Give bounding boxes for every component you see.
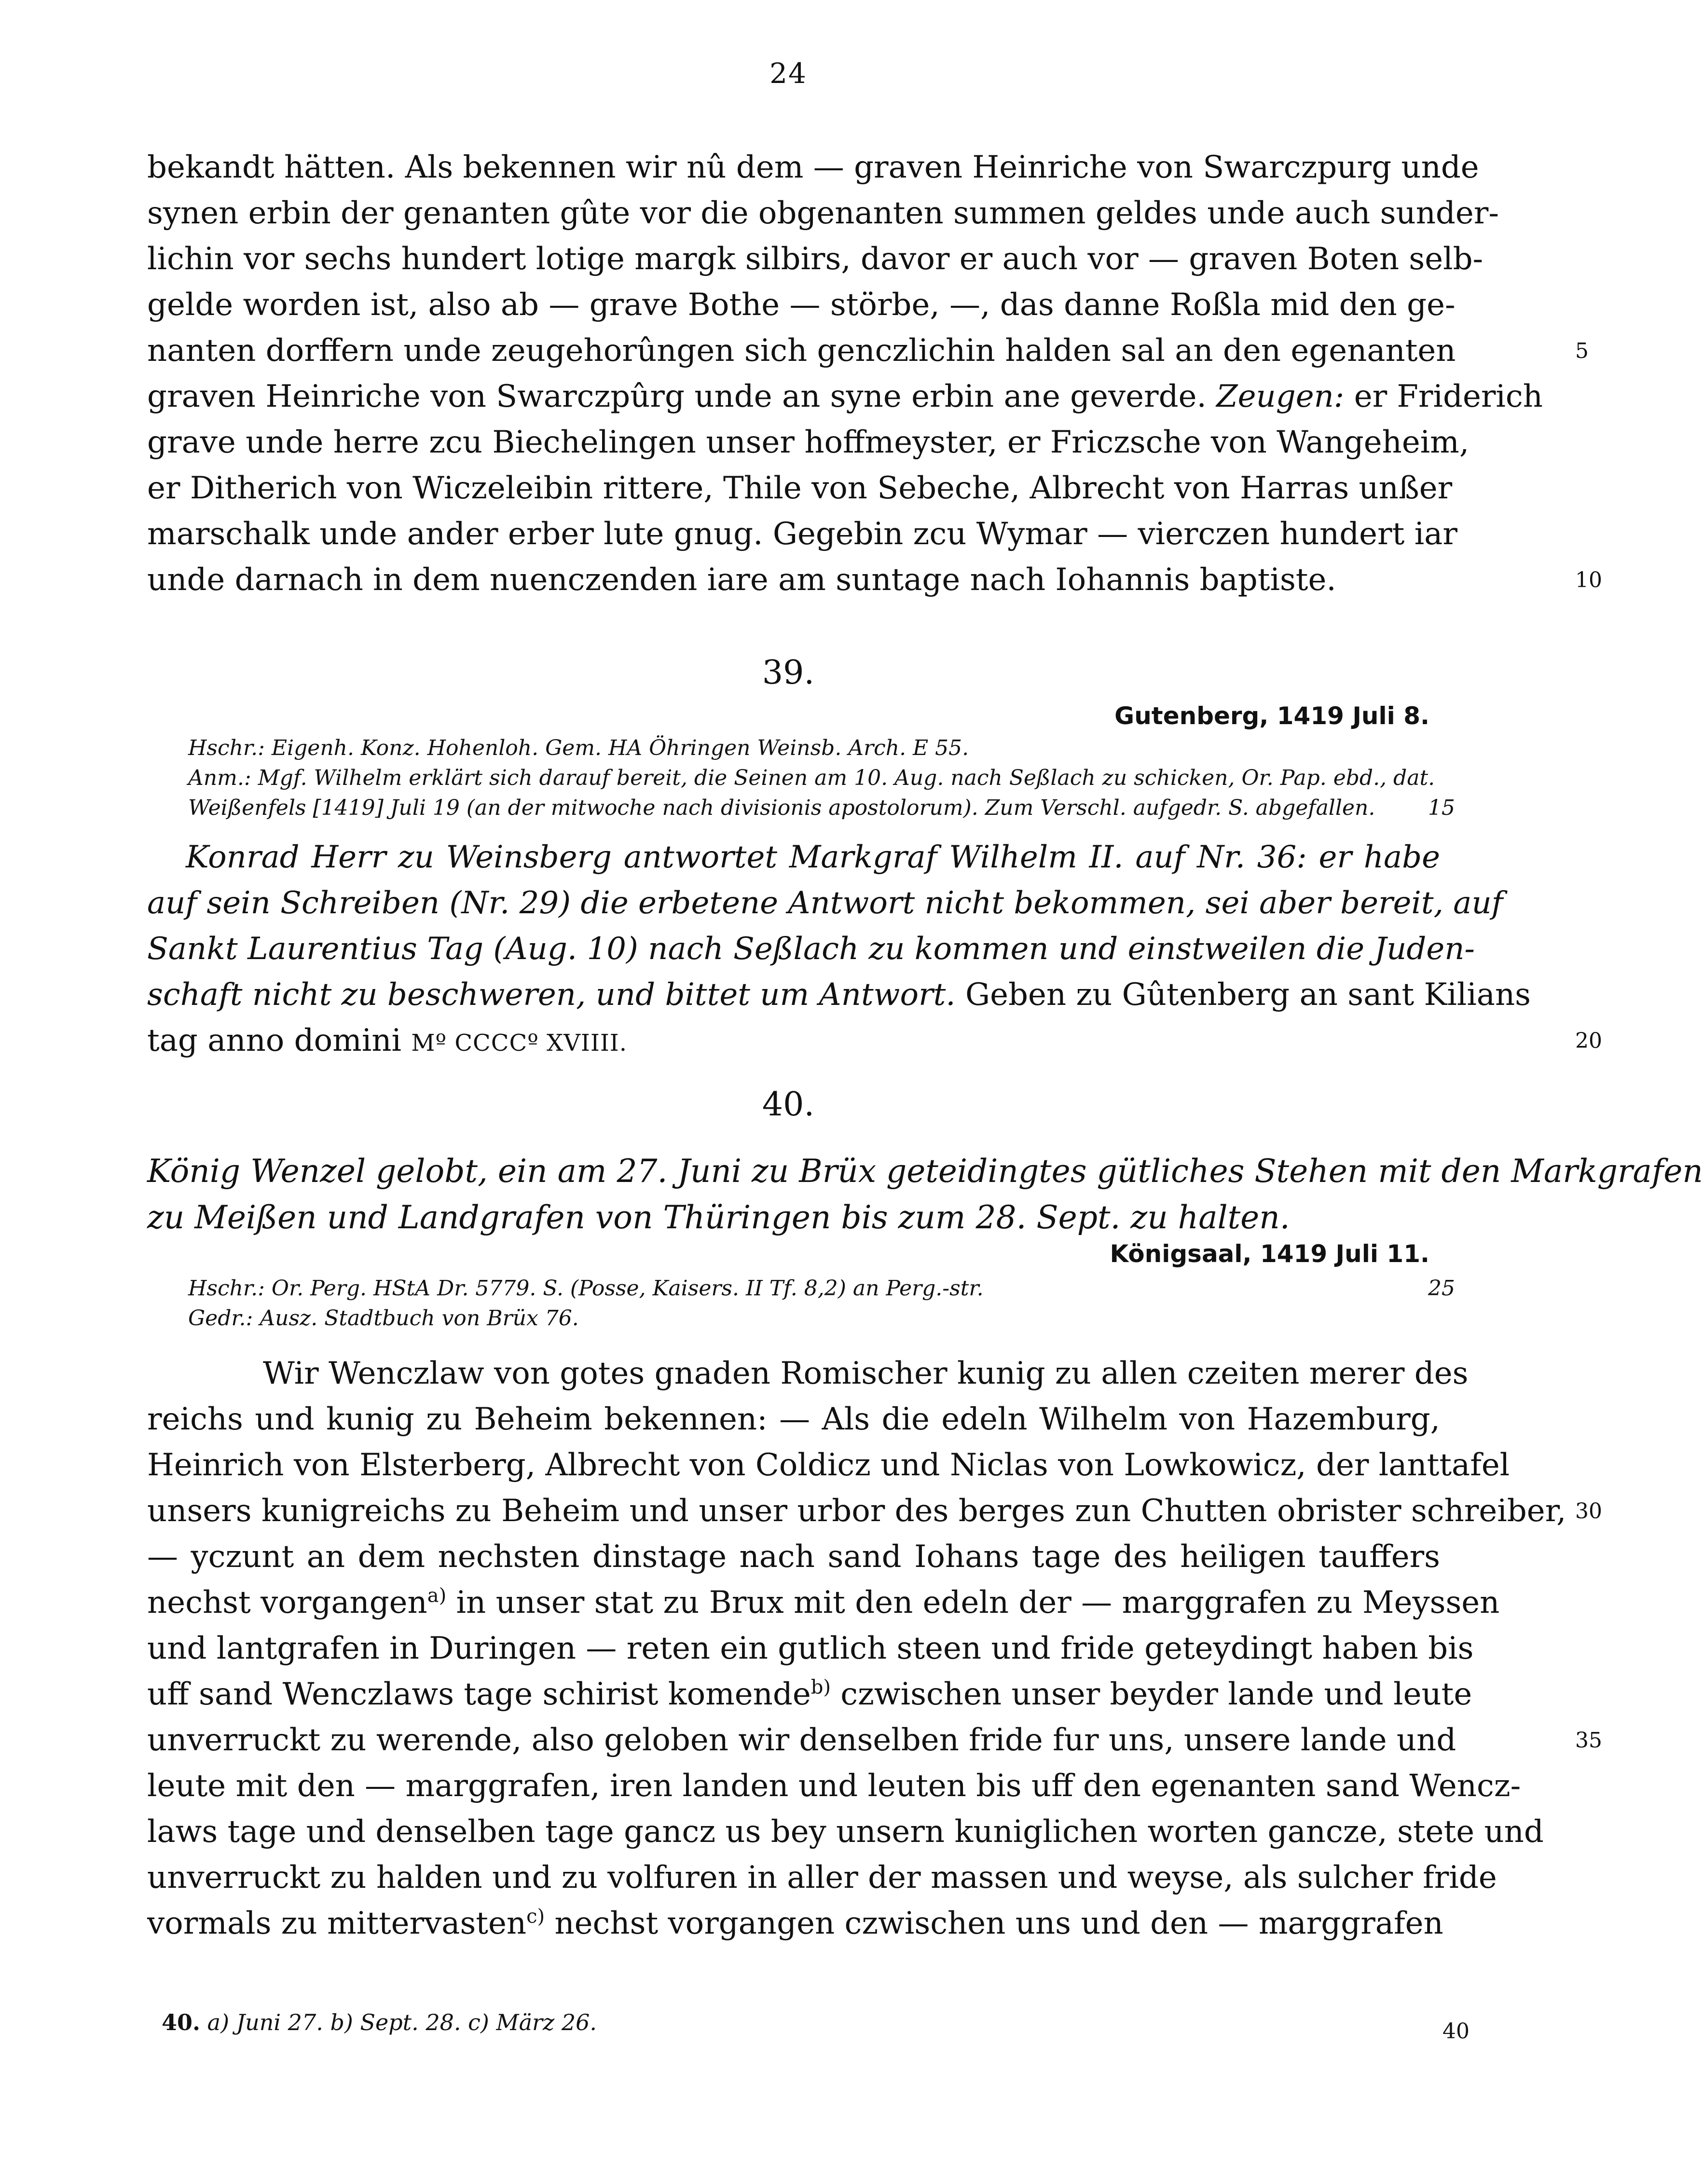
text-line: nanten dorffern unde zeugehorûngen sich genczlichin halden sal an den egenanten 5 [147, 328, 1440, 374]
line-number: 15 [1428, 796, 1455, 820]
text-line: bekandt hätten. Als bekennen wir nû dem — graven Heinriche von Swarczpurg unde [147, 150, 1479, 185]
text-line: synen erbin der genanten gûte vor die obgenanten summen geldes unde auch sunder- [147, 195, 1499, 231]
line-number: 30 [1575, 1499, 1602, 1524]
continued-paragraph [147, 145, 1602, 603]
text-line: vormals zu mittervasten$^{c)}$ nechst vorgangen czwischen uns und den — marggrafen [147, 1905, 1443, 1941]
text-line: tag anno domini Mº CCCCº XVIIII. 20 [147, 1018, 1440, 1064]
text-line: er Ditherich von Wiczeleibin rittere, Thile von Sebeche, Albrecht von Harras unßer [147, 470, 1453, 506]
regest-line: zu Meißen und Landgrafen von Thüringen bis zum 28. Sept. zu halten. [147, 1199, 1290, 1236]
note-line: Hschr.: Or. Perg. HStA Dr. 5779. S. (Posse, Kaisers. II Tf. 8,2) an Perg.-str. 25 [188, 1274, 1442, 1304]
line-number: 10 [1575, 568, 1602, 592]
place-date-40: Königsaal, 1419 Juli 11. [1110, 1240, 1429, 1268]
text-line: Konrad Herr zu Weinsberg antwortet Markgraf Wilhelm II. auf Nr. 36: er habe [186, 839, 1440, 875]
footnotes [162, 2009, 597, 2035]
text-line: unsers kunigreichs zu Beheim und unser urbor des berges zun Chutten obrister schreiber, 30 [147, 1488, 1440, 1534]
document-number-40: 40. [762, 1085, 815, 1124]
text-line: uff sand Wenczlaws tage schirist komende$^{b)}$ czwischen unser beyder lande und leute [147, 1676, 1472, 1712]
note-line: Weißenfels [1419] Juli 19 (an der mitwoche nach divisionis apostolorum). Zum Verschl. aufgedr. S. abgefallen. 15 [188, 793, 1442, 823]
body-40 [147, 1351, 1602, 1947]
text-line: leute mit den — marggrafen, iren landen und leuten bis uff den egenanten sand Wencz- [147, 1768, 1521, 1804]
footnote-marker: b) [810, 1676, 831, 1699]
text-line: und lantgrafen in Duringen — reten ein gutlich steen und fride geteydingt haben bis [147, 1631, 1474, 1666]
notes-39 [188, 733, 1455, 823]
footnote-text: a) Juni 27. b) Sept. 28. c) März 26. [207, 2009, 597, 2035]
text-line: Wir Wenczlaw von gotes gnaden Romischer kunig zu allen czeiten merer des [263, 1356, 1469, 1391]
note-line: Hschr.: Eigenh. Konz. Hohenloh. Gem. HA Öhringen Weinsb. Arch. E 55. [188, 736, 969, 760]
text-line: schaft nicht zu beschweren, und bittet um Antwort. Geben zu Gûtenberg an sant Kilians [147, 977, 1531, 1013]
note-line: Gedr.: Ausz. Stadtbuch von Brüx 76. [188, 1306, 579, 1331]
line-number: 40 [1442, 2019, 1470, 2044]
text-line: lichin vor sechs hundert lotige margk silbirs, davor er auch vor — graven Boten selb- [147, 241, 1483, 277]
line-number: 25 [1428, 1276, 1455, 1301]
body-39 [147, 835, 1602, 1064]
text-line: grave unde herre zcu Biechelingen unser hoffmeyster, er Friczsche von Wangeheim, [147, 425, 1470, 460]
footnote-label: 40. [162, 2009, 201, 2035]
notes-40 [188, 1274, 1455, 1333]
line-number: 5 [1575, 339, 1589, 363]
text-line: marschalk unde ander erber lute gnug. Gegebin zcu Wymar — vierczen hundert iar [147, 516, 1457, 552]
text-line: laws tage und denselben tage gancz us bey unsern kuniglichen worten gancze, stete und [147, 1814, 1544, 1850]
note-line: Anm.: Mgf. Wilhelm erklärt sich darauf bereit, die Seinen am 10. Aug. nach Seßlach zu schicken, Or. Pap. ebd., dat. [188, 766, 1435, 790]
text-line: Heinrich von Elsterberg, Albrecht von Coldicz und Niclas von Lowkowicz, der lanttafel [147, 1447, 1510, 1483]
document-number-39: 39. [762, 654, 815, 692]
text-line: nechst vorgangen$^{a)}$ in unser stat zu Brux mit den edeln der — marggrafen zu Meyssen [147, 1584, 1500, 1621]
line-number: 35 [1575, 1728, 1602, 1753]
text-line: — yczunt an dem nechsten dinstage nach sand Iohans tage des heiligen tauffers [147, 1539, 1440, 1575]
text-line: unde darnach in dem nuenczenden iare am suntage nach Iohannis baptiste. 10 [147, 557, 1440, 603]
text-line: auf sein Schreiben (Nr. 29) die erbetene Antwort nicht bekommen, sei aber bereit, auf [147, 885, 1503, 921]
text-line: Sankt Laurentius Tag (Aug. 10) nach Seßlach zu kommen und einstweilen die Juden- [147, 931, 1475, 967]
text-line: unverruckt zu werende, also geloben wir denselben fride fur uns, unsere lande und 35 [147, 1717, 1440, 1763]
regest-40 [147, 1148, 1703, 1241]
footnote-marker: c) [526, 1905, 545, 1928]
regest-line: König Wenzel gelobt, ein am 27. Juni zu Brüx geteidingtes gütliches Stehen mit den Markgrafen [147, 1153, 1703, 1190]
place-date-39: Gutenberg, 1419 Juli 8. [1114, 702, 1429, 730]
footnote-marker: a) [427, 1584, 447, 1607]
text-line: gelde worden ist, also ab — grave Bothe — störbe, —, das danne Roßla mid den ge- [147, 287, 1456, 323]
line-number: 20 [1575, 1029, 1602, 1053]
text-line: graven Heinriche von Swarczpûrg unde an syne erbin ane geverde. Zeugen: er Friderich [147, 379, 1543, 414]
text-line: reichs und kunig zu Beheim bekennen: — Als die edeln Wilhelm von Hazemburg, [147, 1401, 1440, 1437]
page-number: 24 [769, 57, 807, 90]
text-line: unverruckt zu halden und zu volfuren in aller der massen und weyse, als sulcher fride [147, 1860, 1497, 1896]
